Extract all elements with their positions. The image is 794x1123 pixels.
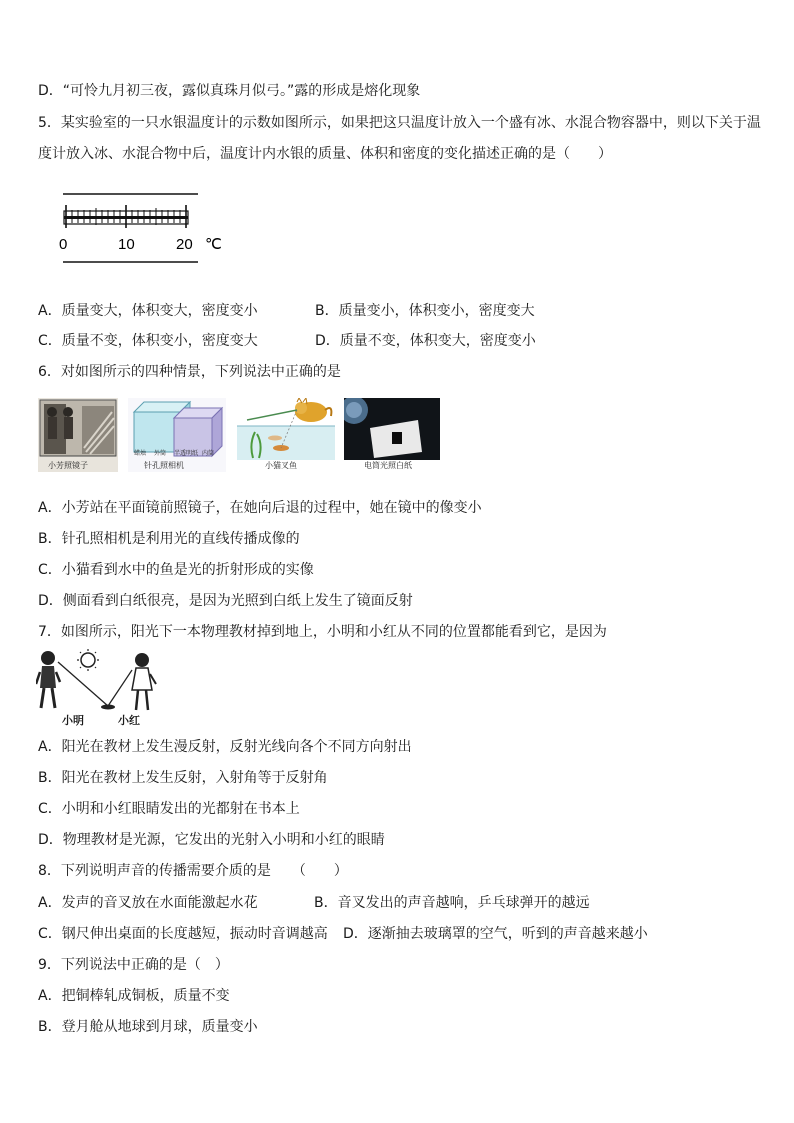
q5-option-d: D．质量不变，体积变大，密度变小 — [315, 333, 536, 349]
q5-option-c: C．质量不变，体积变小，密度变大 — [38, 333, 258, 349]
q8-option-d: D．逐渐抽去玻璃罩的空气，听到的声音越来越小 — [343, 926, 648, 942]
q5-stem-line1: 5．某实验室的一只水银温度计的示数如图所示，如果把这只温度计放入一个盛有冰、水混合物容器中，则以下关于温 — [38, 115, 761, 131]
scene-cat-fish — [237, 398, 335, 472]
xiaohong-head — [135, 653, 149, 667]
q9-stem: 9．下列说法中正确的是（ ） — [38, 957, 229, 973]
q5-stem-line2: 度计放入冰、水混合物中后，温度计内水银的质量、体积和密度的变化描述正确的是（ ） — [38, 146, 612, 162]
reflection-figure-image — [36, 648, 166, 728]
thermometer-tick-20: 20 — [176, 236, 193, 253]
pinhole-label-candle: 蜡烛 — [134, 450, 147, 457]
q7-option-b: B．阳光在教材上发生反射，入射角等于反射角 — [38, 770, 328, 786]
q6-option-d: D．侧面看到白纸很亮，是因为光照到白纸上发生了镜面反射 — [38, 593, 413, 609]
q8-option-a: A．发声的音叉放在水面能激起水花 — [38, 895, 258, 911]
xiaoming-head — [41, 651, 55, 665]
q6-stem: 6．对如图所示的四种情景，下列说法中正确的是 — [38, 364, 341, 380]
q7-stem: 7．如图所示，阳光下一本物理教材掉到地上，小明和小红从不同的位置都能看到它，是因为 — [38, 624, 607, 640]
book-icon — [101, 705, 115, 710]
label-xiaoming: 小明 — [62, 714, 84, 727]
pinhole-label-outer: 外筒 — [154, 450, 167, 457]
thermometer-figure — [58, 188, 228, 268]
scene-mirror-caption: 小芳照镜子 — [48, 461, 88, 470]
q6-option-b: B．针孔照相机是利用光的直线传播成像的 — [38, 531, 300, 547]
scene-cat-fish-caption: 小猫叉鱼 — [265, 461, 297, 470]
q5-option-b: B．质量变小，体积变小，密度变大 — [315, 303, 535, 319]
scene-flashlight-caption: 电筒光照白纸 — [364, 461, 412, 470]
q7-option-a: A．阳光在教材上发生漫反射，反射光线向各个不同方向射出 — [38, 739, 412, 755]
q5-option-a: A．质量变大，体积变大，密度变小 — [38, 303, 258, 319]
q7-option-c: C．小明和小红眼睛发出的光都射在书本上 — [38, 801, 300, 817]
label-xiaohong: 小红 — [118, 714, 140, 727]
q6-option-c: C．小猫看到水中的鱼是光的折射形成的实像 — [38, 562, 314, 578]
q9-option-a: A．把铜棒轧成铜板，质量不变 — [38, 988, 230, 1004]
q7-option-d: D．物理教材是光源，它发出的光射入小明和小红的眼睛 — [38, 832, 385, 848]
thermometer-tick-10: 10 — [118, 236, 135, 253]
pinhole-label-screen: 半透明纸 — [174, 450, 199, 457]
q8-option-c: C．钢尺伸出桌面的长度越短，振动时音调越高 — [38, 926, 328, 942]
scene-flashlight — [344, 398, 440, 472]
reflection-figure — [36, 648, 166, 728]
scene-mirror — [38, 398, 118, 472]
thermometer-tick-0: 0 — [59, 236, 68, 253]
scene-pinhole-camera — [128, 398, 226, 472]
q9-option-b: B．登月舱从地球到月球，质量变小 — [38, 1019, 258, 1035]
q6-option-a: A．小芳站在平面镜前照镜子，在她向后退的过程中，她在镜中的像变小 — [38, 500, 482, 516]
q8-stem: 8．下列说明声音的传播需要介质的是 （ ） — [38, 863, 348, 879]
sun-icon — [81, 653, 95, 667]
thermometer-svg — [58, 188, 228, 268]
pinhole-label-inner: 内筒 — [202, 450, 215, 457]
q4-option-d: D．“可怜九月初三夜，露似真珠月似弓。”露的形成是熔化现象 — [38, 83, 421, 99]
q8-option-b: B．音叉发出的声音越响，乒乓球弹开的越远 — [314, 895, 590, 911]
thermometer-unit: ℃ — [205, 236, 222, 253]
scene-pinhole-caption: 针孔照相机 — [144, 461, 184, 470]
